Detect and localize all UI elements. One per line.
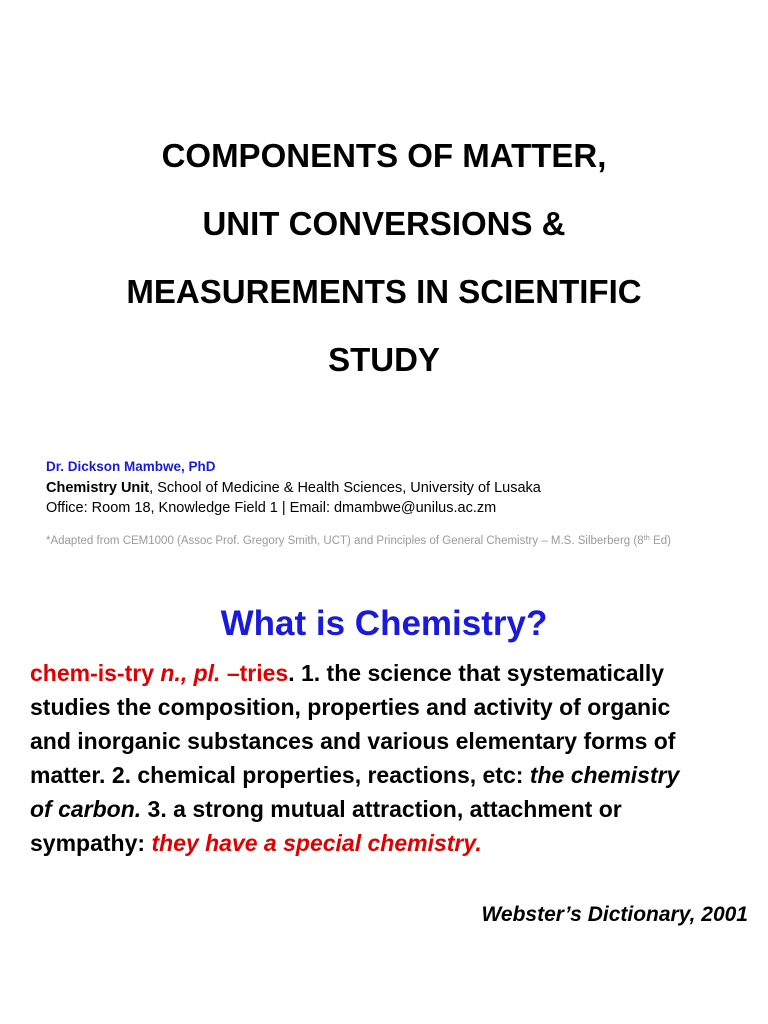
unit-label: Chemistry Unit: [46, 479, 150, 496]
plural-form: –tries: [220, 660, 289, 686]
title-line-1: COMPONENTS OF MATTER,: [161, 137, 607, 174]
headword-period: .: [288, 660, 295, 686]
usage-example: the chemistry: [529, 762, 680, 788]
adapted-text-end: Ed): [649, 535, 671, 547]
definition-text: sympathy:: [30, 830, 152, 856]
headword: chem-is-try: [30, 660, 161, 686]
section-heading: What is Chemistry?: [220, 604, 548, 643]
definition-text: 3. a strong mutual attraction, attachment or: [141, 796, 622, 822]
usage-example-red: they have a special chemistry.: [151, 830, 482, 856]
definition-line-5: [30, 792, 760, 826]
definition-line-1: [30, 656, 760, 690]
adapted-text: *Adapted from CEM1000 (Assoc Prof. Gregory Smith, UCT) and Principles of General Chemistry – M.S. Silberberg (8: [46, 535, 644, 547]
dictionary-definition: [30, 656, 760, 860]
definition-line-4: [30, 758, 760, 792]
title-line-4: STUDY: [328, 341, 440, 378]
author-affiliation: [46, 478, 541, 499]
title-line-2: UNIT CONVERSIONS &: [202, 205, 566, 242]
adapted-note: [46, 535, 671, 547]
edition-superscript: th: [643, 533, 650, 542]
definition-line-3: and inorganic substances and various elementary forms of: [30, 728, 676, 754]
definition-line-6: [30, 826, 760, 860]
document-title: [0, 122, 768, 394]
title-line-3: MEASUREMENTS IN SCIENTIFIC: [126, 273, 642, 310]
citation-source: Webster’s Dictionary, 2001: [481, 903, 748, 926]
office-contact: Office: Room 18, Knowledge Field 1 | Email: dmambwe@unilus.ac.zm: [46, 500, 497, 516]
author-name: Dr. Dickson Mambwe, PhD: [46, 459, 216, 474]
definition-text: matter. 2. chemical properties, reactions, etc:: [30, 762, 530, 788]
affiliation-text: , School of Medicine & Health Sciences, University of Lusaka: [149, 479, 541, 496]
author-info: [46, 457, 541, 519]
definition-text: 1. the science that systematically: [294, 660, 665, 686]
usage-example: of carbon.: [30, 796, 142, 822]
part-of-speech: n., pl.: [160, 660, 221, 686]
definition-line-2: studies the composition, properties and activity of organic: [30, 694, 671, 720]
